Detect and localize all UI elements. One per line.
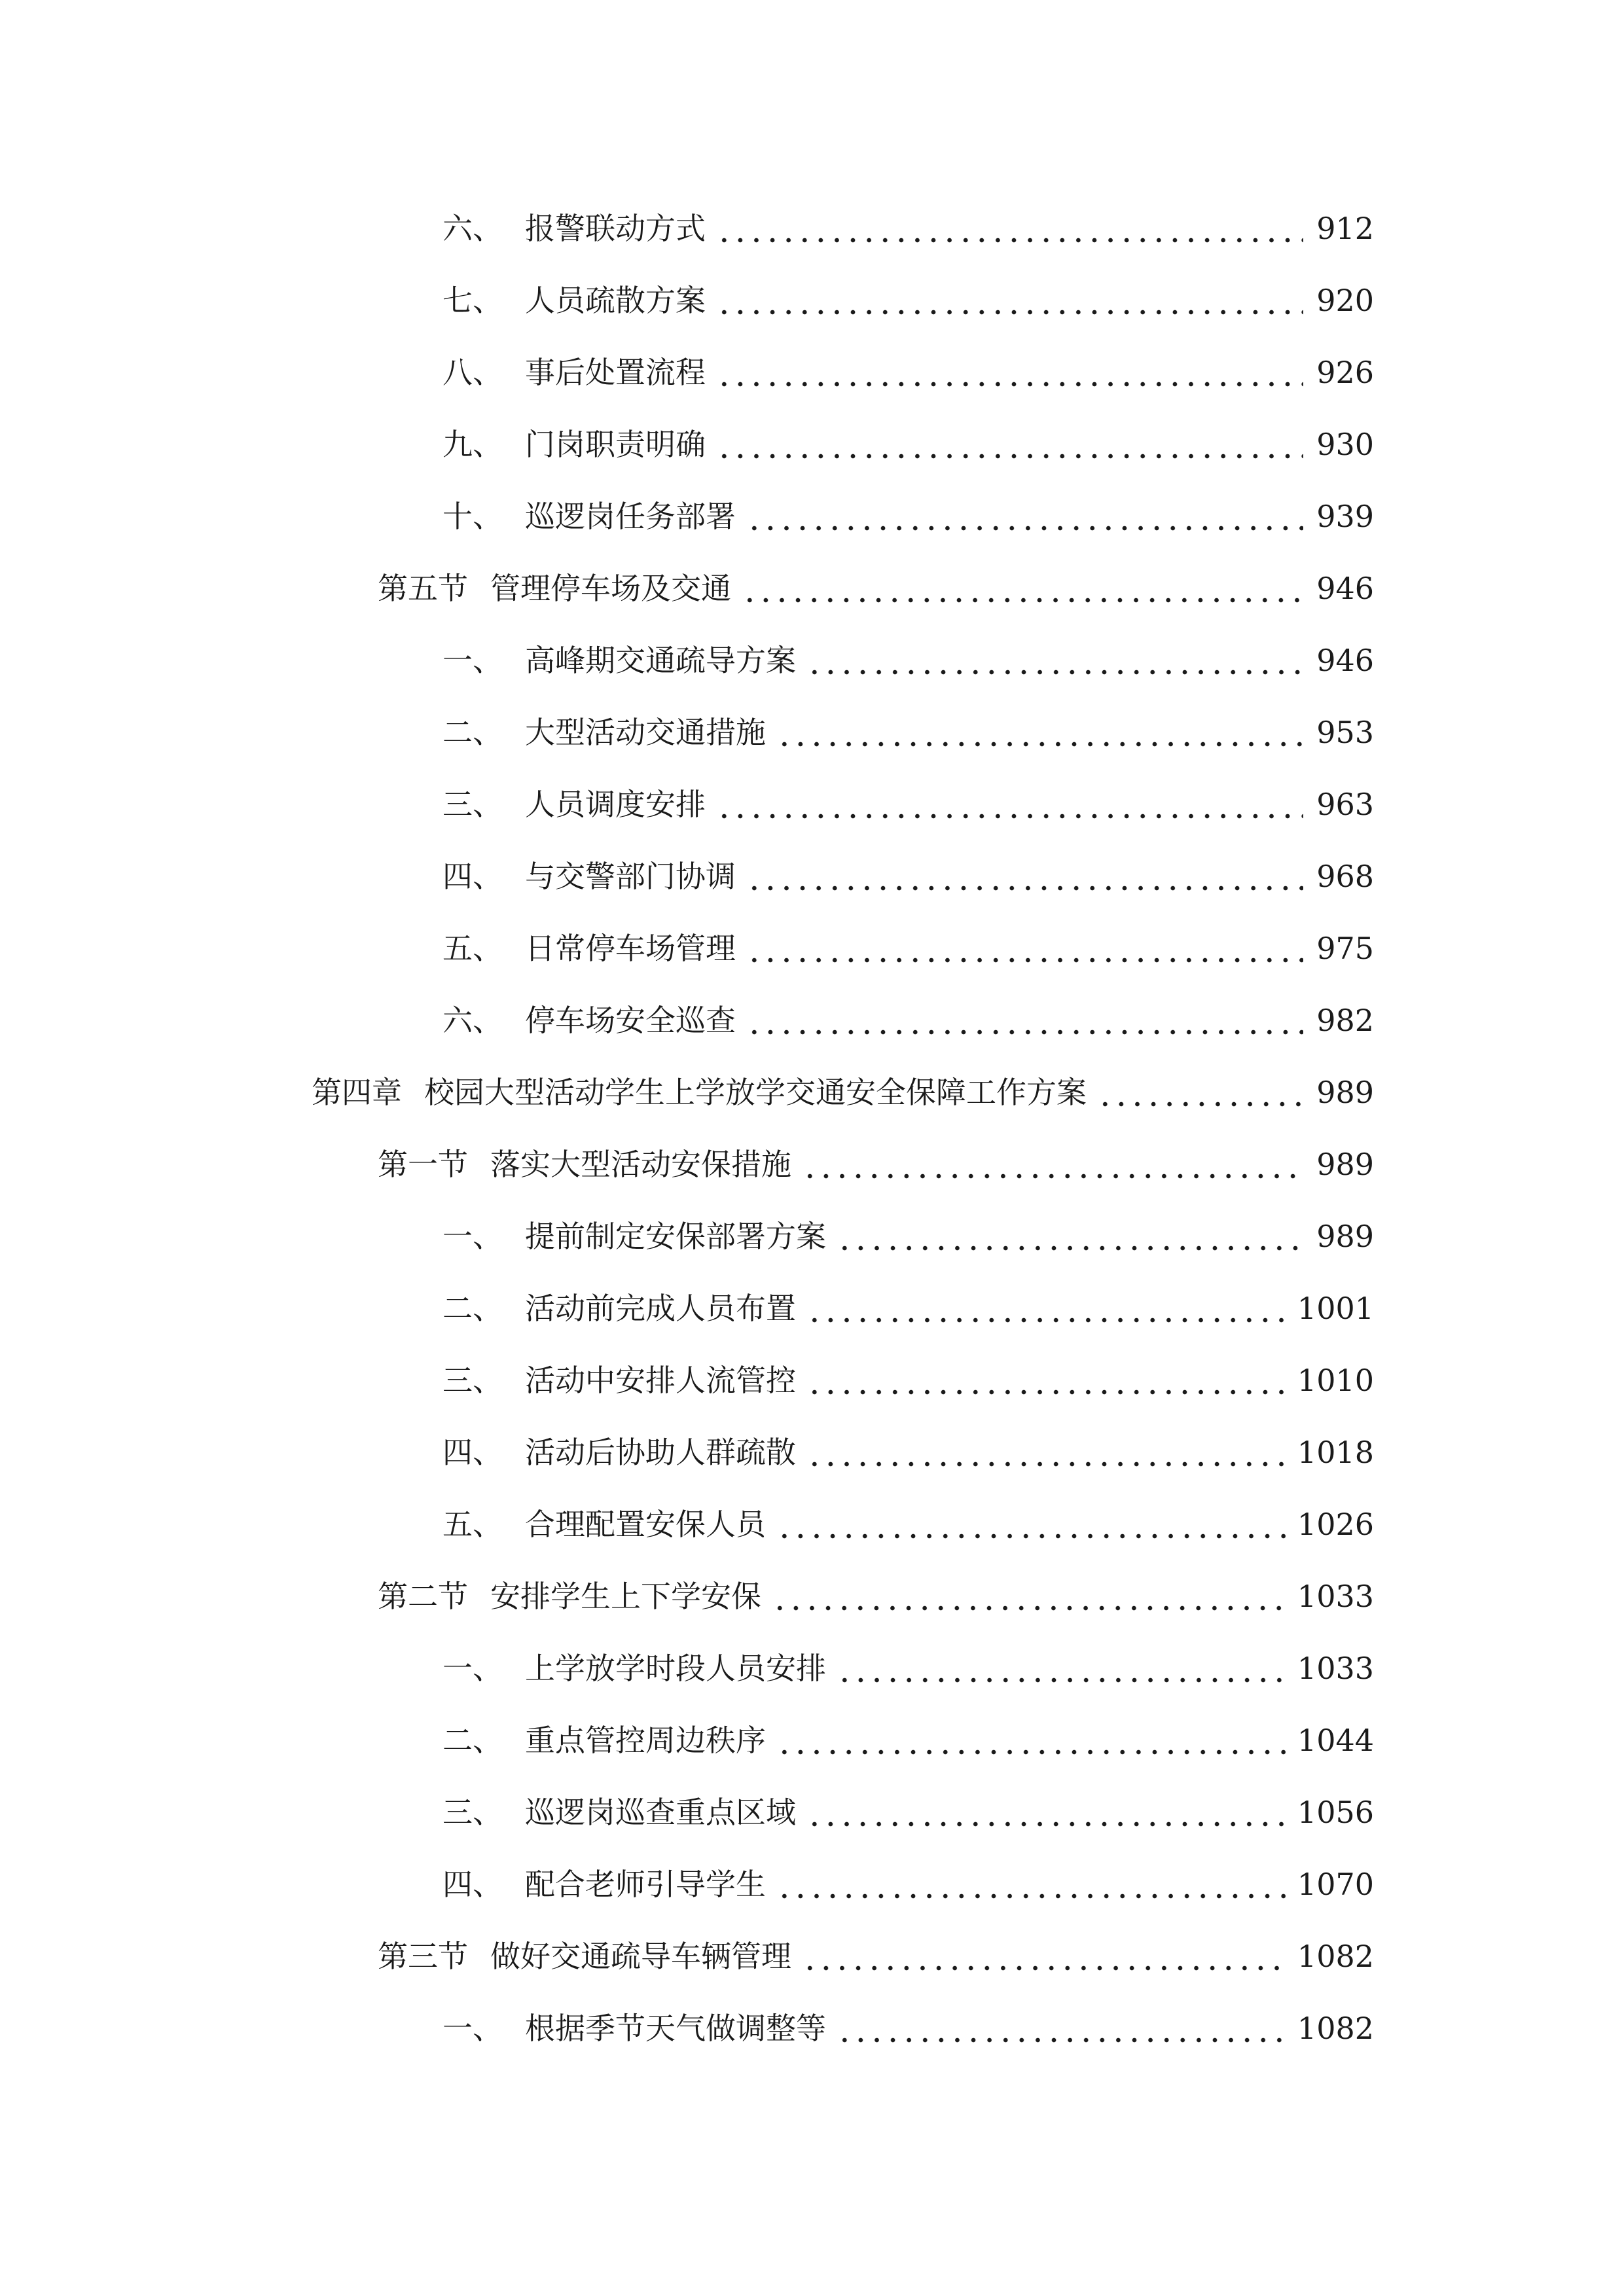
toc-entry[interactable]: [442, 850, 1374, 903]
entry-number: 一、: [442, 643, 503, 678]
entry-number: 三、: [442, 1363, 503, 1398]
entry-number: 二、: [442, 1291, 503, 1326]
entry-title: 合理配置安保人员: [525, 1507, 766, 1542]
toc-entry[interactable]: [442, 634, 1374, 687]
entry-page-number: 1056: [1297, 1795, 1374, 1830]
toc-entry[interactable]: [378, 1570, 1374, 1623]
entry-page-number: 982: [1316, 1003, 1374, 1038]
entry-number: 三、: [442, 787, 503, 822]
entry-page-number: 1044: [1297, 1723, 1374, 1758]
entry-title: 日常停车场管理: [525, 931, 736, 966]
entry-page-number: 989: [1316, 1219, 1374, 1254]
toc-entry[interactable]: [442, 202, 1374, 255]
toc-entry[interactable]: [442, 490, 1374, 543]
entry-title: 活动后协助人群疏散: [525, 1435, 796, 1470]
dot-leader: [1097, 1066, 1303, 1119]
entry-number: 九、: [442, 427, 503, 462]
dot-leader: [716, 778, 1303, 831]
section-title: 安排学生上下学安保: [490, 1579, 761, 1614]
dot-leader: [746, 850, 1303, 903]
entry-page-number: 1033: [1297, 1579, 1374, 1614]
entry-title: 人员疏散方案: [525, 283, 706, 318]
toc-entry[interactable]: [378, 1930, 1374, 1982]
entry-title: 巡逻岗巡查重点区域: [525, 1795, 796, 1830]
chapter-number: 第四章: [312, 1075, 402, 1110]
entry-title: 提前制定安保部署方案: [525, 1219, 826, 1254]
toc-entry[interactable]: [442, 1642, 1374, 1695]
toc-entry[interactable]: [442, 1858, 1374, 1910]
toc-entry[interactable]: [378, 1138, 1374, 1191]
entry-number: 七、: [442, 283, 503, 318]
toc-entry[interactable]: [442, 1426, 1374, 1479]
dot-leader: [806, 634, 1303, 687]
section-title: 落实大型活动安保措施: [490, 1147, 791, 1182]
toc-entry[interactable]: [442, 922, 1374, 975]
dot-leader: [837, 1210, 1303, 1263]
entry-number: 一、: [442, 1651, 503, 1686]
section-number: 第一节: [378, 1147, 468, 1182]
toc-entry[interactable]: [442, 2002, 1374, 2054]
toc-entry[interactable]: [378, 562, 1374, 615]
dot-leader: [746, 490, 1303, 543]
entry-number: 一、: [442, 2011, 503, 2046]
entry-page-number: 1033: [1297, 1651, 1374, 1686]
entry-number: 十、: [442, 499, 503, 534]
dot-leader: [746, 994, 1303, 1047]
toc-entry[interactable]: [442, 1498, 1374, 1551]
section-number: 第二节: [378, 1579, 468, 1614]
entry-page-number: 1001: [1297, 1291, 1374, 1326]
dot-leader: [746, 922, 1303, 975]
dot-leader: [776, 1714, 1286, 1767]
dot-leader: [776, 1858, 1286, 1910]
toc-entry[interactable]: [442, 346, 1374, 399]
entry-number: 四、: [442, 1435, 503, 1470]
entry-page-number: 1018: [1297, 1435, 1374, 1470]
entry-number: 三、: [442, 1795, 503, 1830]
dot-leader: [802, 1930, 1286, 1982]
entry-number: 二、: [442, 1723, 503, 1758]
dot-leader: [806, 1786, 1286, 1839]
entry-page-number: 939: [1316, 499, 1374, 534]
section-number: 第三节: [378, 1939, 468, 1974]
entry-number: 四、: [442, 1867, 503, 1902]
entry-page-number: 963: [1316, 787, 1374, 822]
entry-title: 活动中安排人流管控: [525, 1363, 796, 1398]
entry-page-number: 946: [1316, 643, 1374, 678]
entry-page-number: 912: [1316, 211, 1374, 246]
toc-entry[interactable]: [442, 1714, 1374, 1767]
toc-entry[interactable]: [442, 994, 1374, 1047]
section-title: 管理停车场及交通: [490, 571, 731, 606]
entry-title: 巡逻岗任务部署: [525, 499, 736, 534]
toc-entry[interactable]: [442, 1354, 1374, 1407]
dot-leader: [806, 1354, 1286, 1407]
entry-number: 一、: [442, 1219, 503, 1254]
entry-number: 五、: [442, 1507, 503, 1542]
entry-number: 二、: [442, 715, 503, 750]
dot-leader: [716, 202, 1303, 255]
toc-entry[interactable]: [442, 706, 1374, 759]
dot-leader: [776, 1498, 1286, 1551]
dot-leader: [716, 274, 1303, 327]
entry-page-number: 1026: [1297, 1507, 1374, 1542]
entry-page-number: 968: [1316, 859, 1374, 894]
dot-leader: [716, 418, 1303, 471]
entry-title: 配合老师引导学生: [525, 1867, 766, 1902]
chapter-title: 校园大型活动学生上学放学交通安全保障工作方案: [424, 1075, 1087, 1110]
entry-number: 八、: [442, 355, 503, 390]
toc-entry[interactable]: [442, 1210, 1374, 1263]
entry-page-number: 1082: [1297, 2011, 1374, 2046]
dot-leader: [837, 1642, 1286, 1695]
entry-title: 人员调度安排: [525, 787, 706, 822]
entry-number: 六、: [442, 1003, 503, 1038]
dot-leader: [806, 1282, 1286, 1335]
dot-leader: [802, 1138, 1303, 1191]
entry-number: 五、: [442, 931, 503, 966]
entry-title: 活动前完成人员布置: [525, 1291, 796, 1326]
toc-entry[interactable]: [312, 1066, 1374, 1119]
section-title: 做好交通疏导车辆管理: [490, 1939, 791, 1974]
entry-page-number: 926: [1316, 355, 1374, 390]
toc-entry[interactable]: [442, 778, 1374, 831]
entry-page-number: 1010: [1297, 1363, 1374, 1398]
toc-entry[interactable]: [442, 274, 1374, 327]
dot-leader: [772, 1570, 1286, 1623]
entry-number: 六、: [442, 211, 503, 246]
entry-title: 大型活动交通措施: [525, 715, 766, 750]
entry-page-number: 930: [1316, 427, 1374, 462]
toc-entry[interactable]: [442, 1282, 1374, 1335]
entry-number: 四、: [442, 859, 503, 894]
toc-entry[interactable]: [442, 418, 1374, 471]
entry-title: 上学放学时段人员安排: [525, 1651, 826, 1686]
entry-page-number: 975: [1316, 931, 1374, 966]
entry-page-number: 989: [1316, 1075, 1374, 1110]
entry-page-number: 1082: [1297, 1939, 1374, 1974]
dot-leader: [806, 1426, 1286, 1479]
entry-title: 高峰期交通疏导方案: [525, 643, 796, 678]
entry-page-number: 1070: [1297, 1867, 1374, 1902]
entry-page-number: 989: [1316, 1147, 1374, 1182]
entry-title: 与交警部门协调: [525, 859, 736, 894]
dot-leader: [776, 706, 1303, 759]
dot-leader: [716, 346, 1303, 399]
dot-leader: [837, 2002, 1286, 2054]
entry-title: 门岗职责明确: [525, 427, 706, 462]
section-number: 第五节: [378, 571, 468, 606]
toc-entry[interactable]: [442, 1786, 1374, 1839]
entry-title: 根据季节天气做调整等: [525, 2011, 826, 2046]
entry-page-number: 920: [1316, 283, 1374, 318]
entry-title: 停车场安全巡查: [525, 1003, 736, 1038]
entry-title: 报警联动方式: [525, 211, 706, 246]
entry-title: 重点管控周边秩序: [525, 1723, 766, 1758]
dot-leader: [742, 562, 1303, 615]
entry-title: 事后处置流程: [525, 355, 706, 390]
entry-page-number: 953: [1316, 715, 1374, 750]
entry-page-number: 946: [1316, 571, 1374, 606]
